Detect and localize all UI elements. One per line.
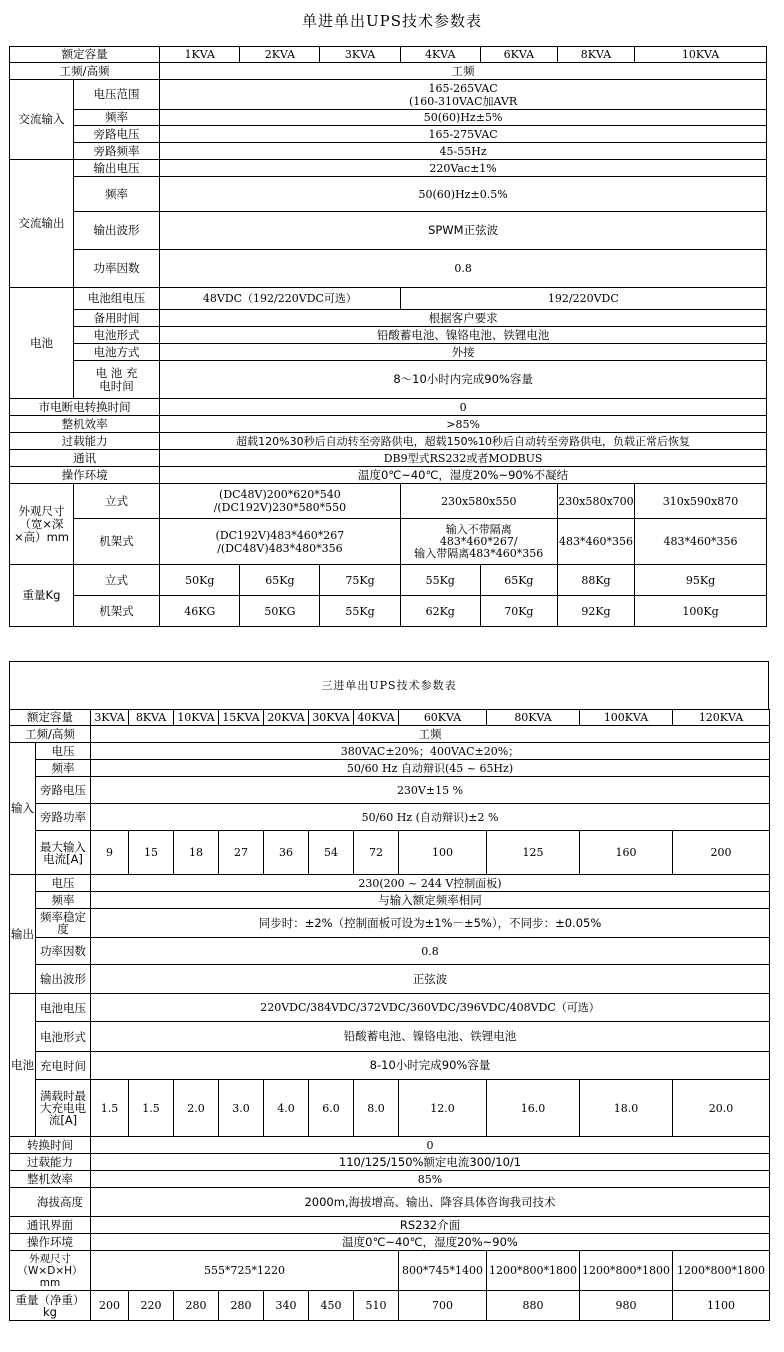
- t2-capacity-cell: 60KVA: [399, 710, 487, 726]
- t2-capacity-cell: 15KVA: [219, 710, 264, 726]
- dim-label2: （宽×深: [19, 516, 64, 531]
- freq-label: 频率: [73, 110, 159, 126]
- t2-max-current-cell: 54: [309, 831, 354, 875]
- t2-battery-label: 电池: [10, 994, 36, 1137]
- efficiency-label: 整机效率: [10, 416, 160, 433]
- t2-batt-voltage-value: 220VDC/384VDC/372VDC/360VDC/396VDC/408VDC（可选）: [91, 994, 770, 1022]
- t2-bypass-voltage-value: 230V±15 %: [91, 777, 770, 804]
- t2-out-freq-label: 频率: [36, 892, 91, 909]
- weight-rack-cell: 62Kg: [400, 596, 480, 627]
- t2-batt-voltage-label: 电池电压: [36, 994, 91, 1022]
- waveform-label: 输出波形: [73, 212, 159, 250]
- dim-label3: ×高）mm: [13, 529, 69, 544]
- t2-dim-cell: 1200*800*1800: [673, 1251, 770, 1291]
- t2-weight-cell: 340: [264, 1291, 309, 1321]
- weight-rack-cell: 50KG: [240, 596, 320, 627]
- t2-max-current-cell: 18: [174, 831, 219, 875]
- weight-tower-cell: 50Kg: [160, 565, 240, 596]
- t2-weight-cell: 450: [309, 1291, 354, 1321]
- env-value: 温度0℃~40℃，湿度20%~90%不凝结: [160, 467, 767, 484]
- t2-freq-stab-value: 同步时：±2%（控制面板可设为±1%－±5%），不同步：±0.05%: [91, 909, 770, 938]
- t2-env-label: 操作环境: [10, 1234, 91, 1251]
- t2-out-voltage-value: 230(200 ~ 244 V控制面板): [91, 875, 770, 892]
- charge-time-label1: 电 池 充: [95, 365, 138, 380]
- t2-charge-current-cell: 1.5: [91, 1080, 129, 1137]
- t2-max-current-cell: 125: [487, 831, 580, 875]
- t2-altitude-label: 海拔高度: [10, 1188, 91, 1217]
- backup-value: 根据客户要求: [160, 310, 767, 327]
- t2-freq-stab-label: 频率稳定度: [36, 909, 91, 938]
- tower-dim1a: (DC48V)200*620*540: [219, 488, 341, 501]
- t2-altitude-value: 2000m,海拔增高、输出、降容具体咨询我司技术: [91, 1188, 770, 1217]
- t2-in-voltage-label: 电压: [36, 743, 91, 760]
- ac-output-label: 交流输出: [10, 160, 74, 288]
- t2-out-voltage-label: 电压: [36, 875, 91, 892]
- capacity-cell: 6KVA: [480, 47, 557, 63]
- t2-dim-cell: 1200*800*1800: [580, 1251, 673, 1291]
- t2-in-freq-value: 50/60 Hz 自动辩识(45 ~ 65Hz): [91, 760, 770, 777]
- waveform-value: SPWM正弦波: [160, 212, 767, 250]
- capacity-cell: 3KVA: [320, 47, 400, 63]
- t2-capacity-cell: 100KVA: [580, 710, 673, 726]
- weight-rack-cell: 70Kg: [480, 596, 557, 627]
- t2-freq-type-label: 工频/高频: [10, 726, 91, 743]
- rack-dim1a: (DC192V)483*460*267: [215, 528, 345, 542]
- backup-label: 备用时间: [73, 310, 159, 327]
- t2-charge-current-cell: 18.0: [580, 1080, 673, 1137]
- t2-capacity-cell: 8KVA: [129, 710, 174, 726]
- t2-max-current-cell: 9: [91, 831, 129, 875]
- output-voltage-label: 输出电压: [73, 160, 159, 177]
- rack-dim4: 483*460*356: [635, 519, 767, 565]
- t2-charge-current-cell: 16.0: [487, 1080, 580, 1137]
- weight-tower-cell: 55Kg: [400, 565, 480, 596]
- t2-charge-current-cell: 12.0: [399, 1080, 487, 1137]
- t2-output-label: 输出: [10, 875, 36, 994]
- output-voltage-value: 220Vac±1%: [160, 160, 767, 177]
- charge-time-value: 8～10小时内完成90%容量: [160, 361, 767, 399]
- t2-weight-cell: 220: [129, 1291, 174, 1321]
- t2-capacity-cell: 40KVA: [354, 710, 399, 726]
- t2-transfer-label: 转换时间: [10, 1137, 91, 1154]
- freq-type-value: 工频: [160, 63, 767, 80]
- t2-comm-value: RS232介面: [91, 1217, 770, 1234]
- t2-out-freq-value: 与输入额定频率相同: [91, 892, 770, 909]
- t2-max-current-cell: 72: [354, 831, 399, 875]
- weight-rack-cell: 55Kg: [320, 596, 400, 627]
- t2-max-current-cell: 100: [399, 831, 487, 875]
- overload-label: 过载能力: [10, 433, 160, 450]
- voltage-range-label: 电压范围: [73, 80, 159, 110]
- pack-voltage-label: 电池组电压: [73, 288, 159, 310]
- voltage-range-value1: 165-265VAC: [428, 81, 498, 95]
- t2-charge-time-value: 8-10小时完成90%容量: [91, 1052, 770, 1080]
- comm-label: 通讯: [10, 450, 160, 467]
- t2-bypass-voltage-label: 旁路电压: [36, 777, 91, 804]
- efficiency-value: >85%: [160, 416, 767, 433]
- weight-rack-label: 机架式: [73, 596, 159, 627]
- t2-charge-current-cell: 6.0: [309, 1080, 354, 1137]
- t2-capacity-cell: 20KVA: [264, 710, 309, 726]
- t2-rated-capacity-label: 额定容量: [10, 710, 91, 726]
- bypass-voltage-label: 旁路电压: [73, 126, 159, 143]
- t2-weight-cell: 280: [174, 1291, 219, 1321]
- weight-rack-cell: 92Kg: [557, 596, 634, 627]
- t2-capacity-cell: 80KVA: [487, 710, 580, 726]
- battery-mode-label: 电池方式: [73, 344, 159, 361]
- t2-weight-cell: 1100: [673, 1291, 770, 1321]
- t2-charge-current-cell: 2.0: [174, 1080, 219, 1137]
- t2-charge-current-label: 满载时最大充电电流[A]: [36, 1080, 91, 1137]
- t2-batt-type-label: 电池形式: [36, 1022, 91, 1052]
- t2-in-freq-label: 频率: [36, 760, 91, 777]
- t2-efficiency-label: 整机效率: [10, 1171, 91, 1188]
- t2-weight-cell: 200: [91, 1291, 129, 1321]
- out-freq-value: 50(60)Hz±0.5%: [160, 177, 767, 212]
- capacity-cell: 8KVA: [557, 47, 634, 63]
- env-label: 操作环境: [10, 467, 160, 484]
- t2-overload-label: 过载能力: [10, 1154, 91, 1171]
- dim-label1: 外观尺寸: [18, 503, 65, 518]
- out-freq-label: 频率: [73, 177, 159, 212]
- t2-overload-value: 110/125/150%额定电流300/10/1: [91, 1154, 770, 1171]
- t2-waveform-label: 输出波形: [36, 965, 91, 994]
- t2-weight-label: 重量（净重）kg: [10, 1291, 91, 1321]
- weight-tower-cell: 65Kg: [480, 565, 557, 596]
- comm-value: DB9型式RS232或者MODBUS: [160, 450, 767, 467]
- capacity-cell: 10KVA: [635, 47, 767, 63]
- three-phase-spec-table: [9, 709, 770, 1321]
- t2-input-label: 输入: [10, 743, 36, 875]
- transfer-label: 市电断电转换时间: [10, 399, 160, 416]
- t2-max-current-cell: 36: [264, 831, 309, 875]
- t2-dim-label: 外观尺寸（W×D×H）mm: [10, 1251, 91, 1291]
- t2-in-voltage-value: 380VAC±20%；400VAC±20%；: [91, 743, 770, 760]
- weight-tower-cell: 75Kg: [320, 565, 400, 596]
- t2-max-current-cell: 160: [580, 831, 673, 875]
- t2-capacity-cell: 10KVA: [174, 710, 219, 726]
- pf-value: 0.8: [160, 250, 767, 288]
- t2-pf-label: 功率因数: [36, 938, 91, 965]
- weight-label: 重量Kg: [10, 565, 74, 627]
- freq-type-label: 工频/高频: [10, 63, 160, 80]
- t2-weight-cell: 700: [399, 1291, 487, 1321]
- rack-label: 机架式: [73, 519, 159, 565]
- capacity-cell: 4KVA: [400, 47, 480, 63]
- t2-freq-type-value: 工频: [91, 726, 770, 743]
- t2-charge-current-cell: 8.0: [354, 1080, 399, 1137]
- rack-dim2b: 483*460*267/: [439, 534, 518, 548]
- single-phase-spec-table: [9, 46, 767, 627]
- weight-rack-cell: 100Kg: [635, 596, 767, 627]
- battery-label: 电池: [10, 288, 74, 399]
- overload-value: 超载120%30秒后自动转至旁路供电，超载150%10秒后自动转至旁路供电，负载正常后恢复: [160, 433, 767, 450]
- t2-bypass-freq-label: 旁路功率: [36, 804, 91, 831]
- tower-dim1b: /(DC192V)230*580*550: [213, 501, 347, 514]
- t2-env-value: 温度0℃~40℃，湿度20%~90%: [91, 1234, 770, 1251]
- rack-dim2a: 输入不带隔离: [445, 522, 512, 536]
- weight-rack-cell: 46KG: [160, 596, 240, 627]
- t2-weight-cell: 280: [219, 1291, 264, 1321]
- t2-weight-cell: 880: [487, 1291, 580, 1321]
- weight-tower-cell: 95Kg: [635, 565, 767, 596]
- t2-efficiency-value: 85%: [91, 1171, 770, 1188]
- capacity-cell: 2KVA: [240, 47, 320, 63]
- battery-type-value: 铅酸蓄电池、镍铬电池、铁锂电池: [160, 327, 767, 344]
- t2-max-current-cell: 200: [673, 831, 770, 875]
- pack-voltage-value1: 48VDC（192/220VDC可选）: [160, 288, 400, 310]
- charge-time-label2: 电时间: [99, 378, 134, 393]
- t2-max-current-label: 最大输入电流[A]: [36, 831, 91, 875]
- tower-dim2: 230x580x550: [400, 484, 557, 519]
- voltage-range-value2: (160-310VAC加AVR: [408, 94, 518, 108]
- t2-pf-value: 0.8: [91, 938, 770, 965]
- t2-comm-label: 通讯界面: [10, 1217, 91, 1234]
- bypass-freq-label: 旁路频率: [73, 143, 159, 160]
- bypass-freq-value: 45-55Hz: [160, 143, 767, 160]
- t2-max-current-cell: 15: [129, 831, 174, 875]
- ac-input-label: 交流输入: [10, 80, 74, 160]
- t2-capacity-cell: 120KVA: [673, 710, 770, 726]
- t2-capacity-cell: 3KVA: [91, 710, 129, 726]
- t2-capacity-cell: 30KVA: [309, 710, 354, 726]
- tower-label: 立式: [73, 484, 159, 519]
- rack-dim1b: /(DC48V)483*480*356: [217, 541, 343, 555]
- rack-dim3: 483*460*356: [557, 519, 634, 565]
- weight-tower-cell: 88Kg: [557, 565, 634, 596]
- transfer-value: 0: [160, 399, 767, 416]
- t2-transfer-value: 0: [91, 1137, 770, 1154]
- t2-charge-current-cell: 3.0: [219, 1080, 264, 1137]
- t2-max-current-cell: 27: [219, 831, 264, 875]
- tower-dim3: 230x580x700: [557, 484, 634, 519]
- table1-title: 单进单出UPS技术参数表: [301, 12, 482, 30]
- capacity-cell: 1KVA: [160, 47, 240, 63]
- t2-charge-current-cell: 20.0: [673, 1080, 770, 1137]
- t2-dim-cell: 800*745*1400: [399, 1251, 487, 1291]
- t2-dim-cell: 555*725*1220: [91, 1251, 399, 1291]
- t2-waveform-value: 正弦波: [91, 965, 770, 994]
- t2-weight-cell: 510: [354, 1291, 399, 1321]
- t2-charge-time-label: 充电时间: [36, 1052, 91, 1080]
- rated-capacity-label: 额定容量: [10, 47, 160, 63]
- rack-dim2c: 输入带隔离483*460*356: [414, 546, 544, 560]
- t2-dim-cell: 1200*800*1800: [487, 1251, 580, 1291]
- t2-weight-cell: 980: [580, 1291, 673, 1321]
- tower-dim4: 310x590x870: [635, 484, 767, 519]
- pf-label: 功率因数: [73, 250, 159, 288]
- weight-tower-cell: 65Kg: [240, 565, 320, 596]
- battery-mode-value: 外接: [160, 344, 767, 361]
- pack-voltage-value2: 192/220VDC: [400, 288, 766, 310]
- t2-batt-type-value: 铅酸蓄电池、镍铬电池、铁锂电池: [91, 1022, 770, 1052]
- table2-title: 三进单出UPS技术参数表: [9, 661, 769, 710]
- bypass-voltage-value: 165-275VAC: [160, 126, 767, 143]
- freq-value: 50(60)Hz±5%: [160, 110, 767, 126]
- t2-bypass-freq-value: 50/60 Hz (自动辩识)±2 %: [91, 804, 770, 831]
- weight-tower-label: 立式: [73, 565, 159, 596]
- battery-type-label: 电池形式: [73, 327, 159, 344]
- t2-charge-current-cell: 4.0: [264, 1080, 309, 1137]
- t2-charge-current-cell: 1.5: [129, 1080, 174, 1137]
